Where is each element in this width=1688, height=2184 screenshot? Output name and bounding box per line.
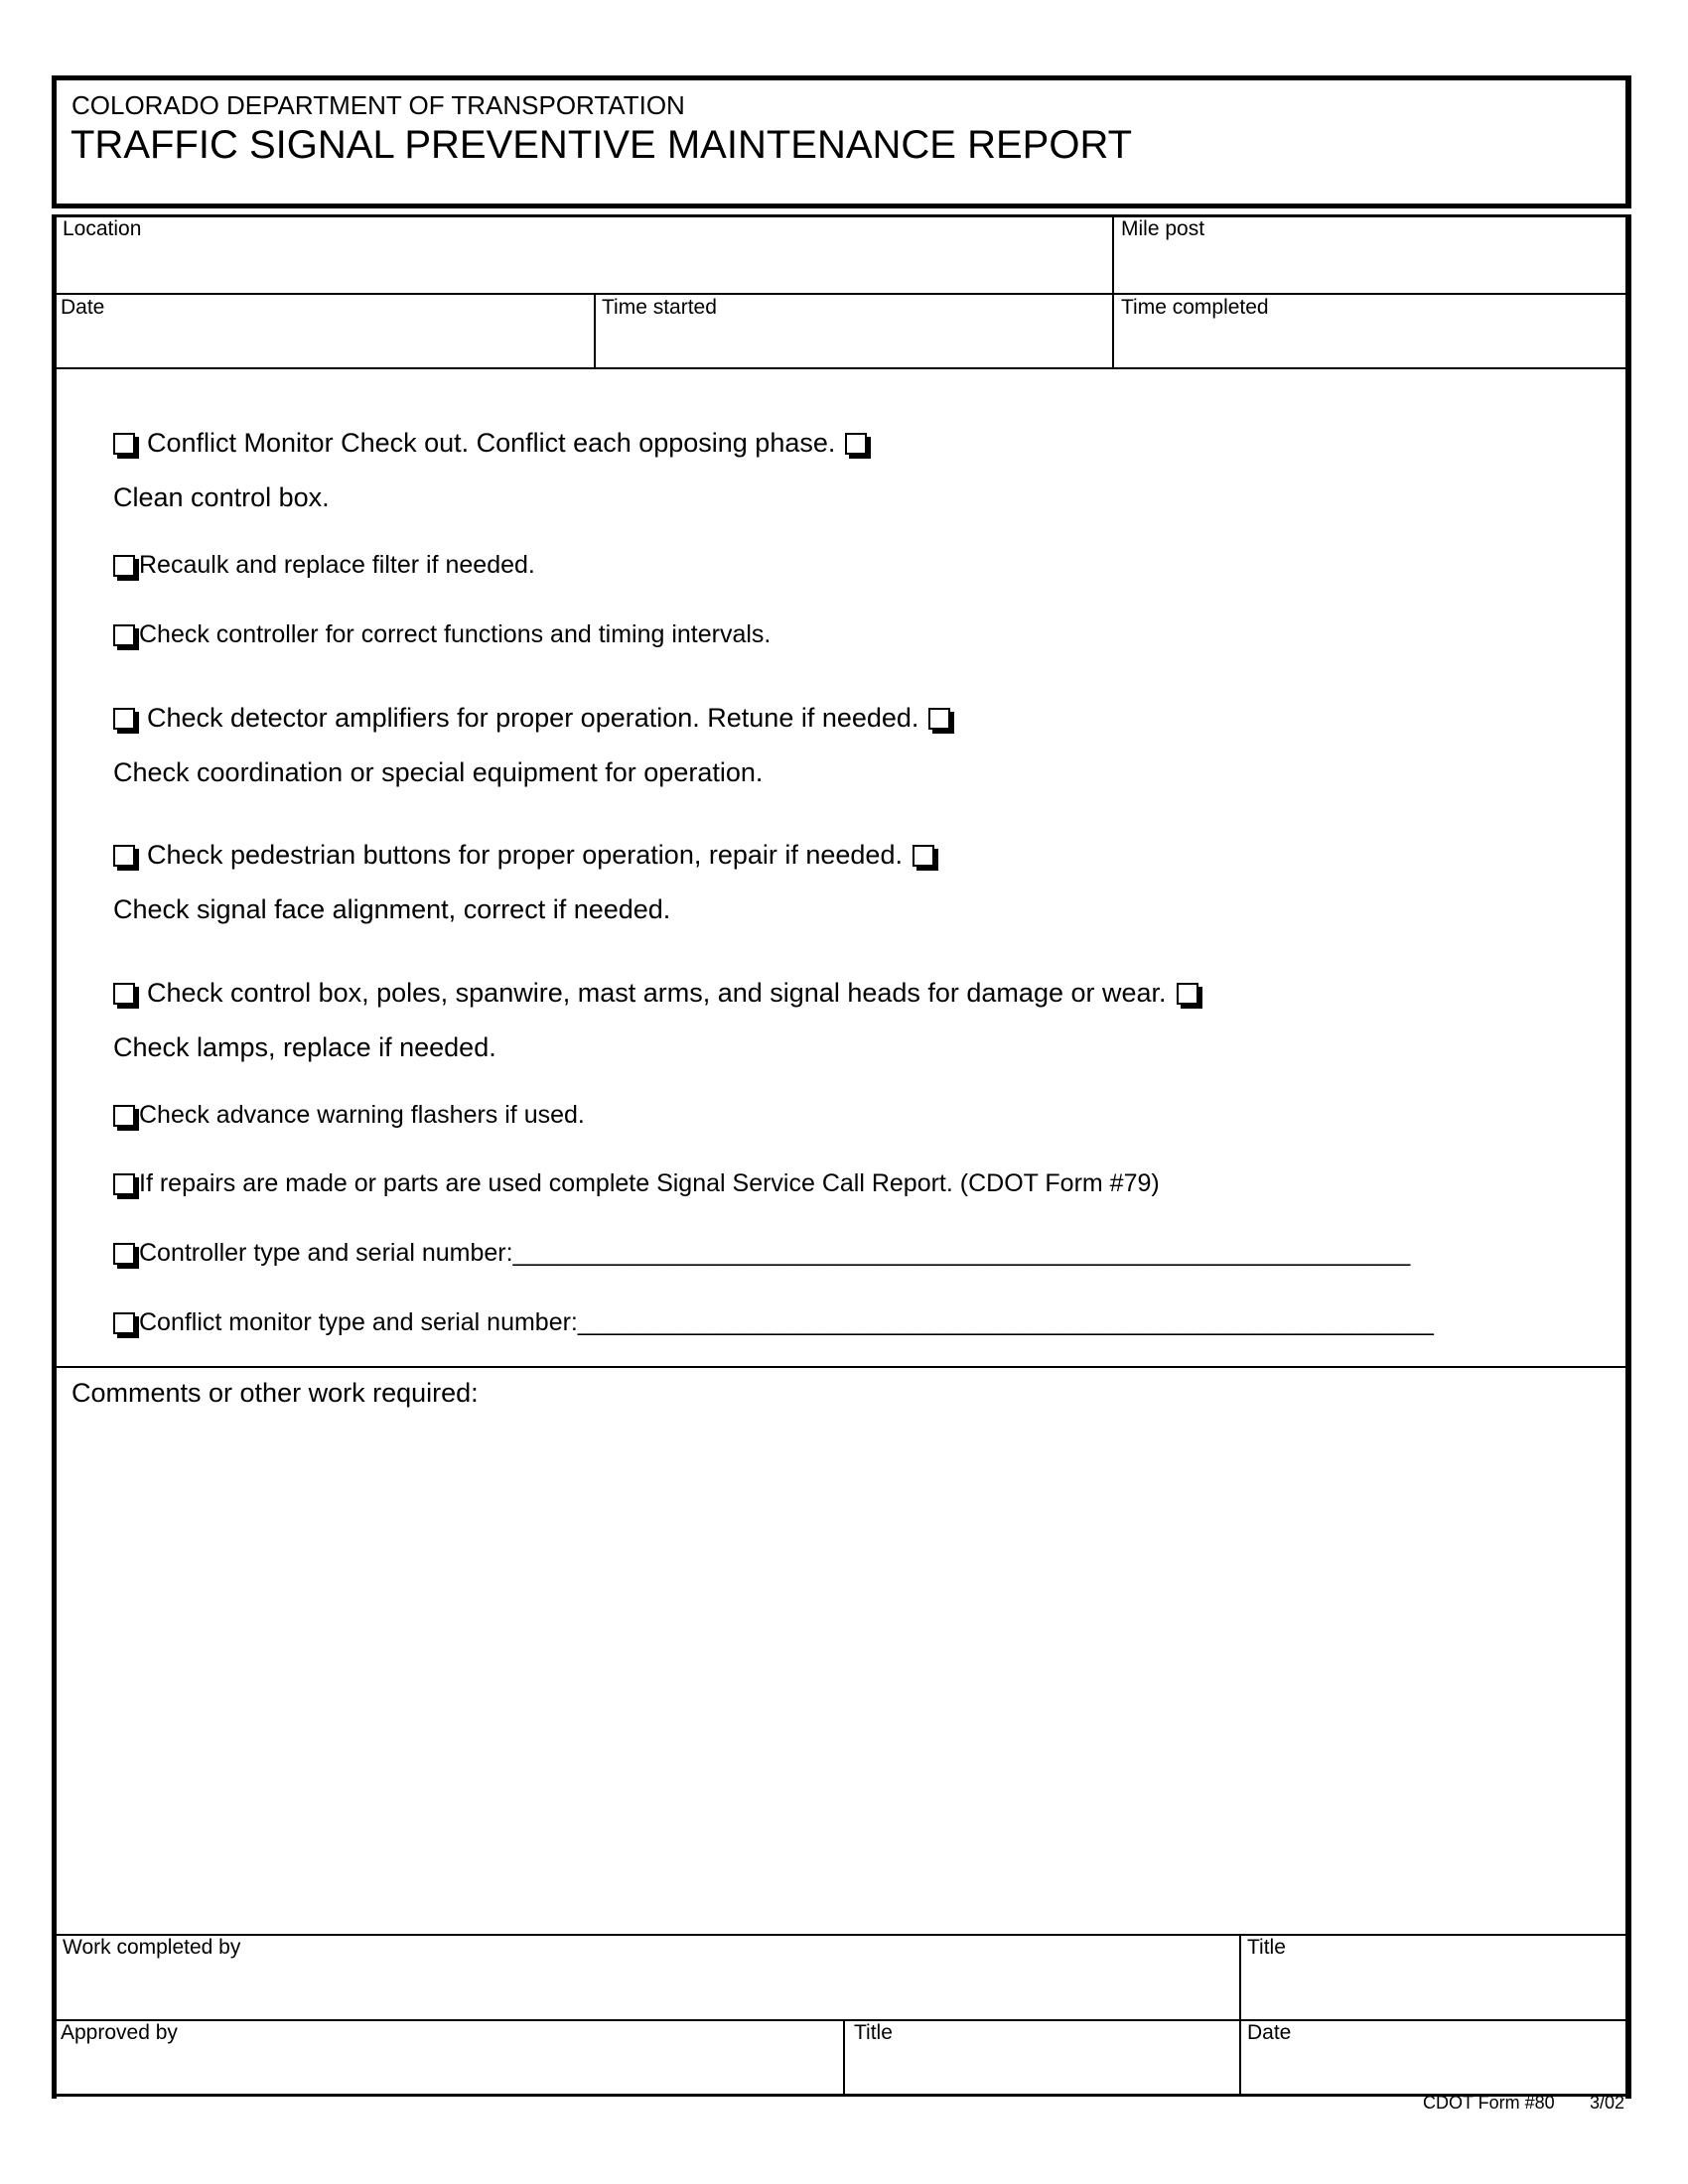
form-revision: 3/02	[1590, 2093, 1625, 2113]
checklist-item-check-lamps: Check lamps, replace if needed.	[113, 1032, 496, 1062]
work-completed-by-field[interactable]: Work completed by	[63, 1936, 241, 1959]
checkbox-conflict-monitor[interactable]	[113, 433, 135, 455]
checklist-item-pedestrian-buttons	[113, 840, 934, 871]
date-field[interactable]: Date	[61, 296, 105, 319]
checkbox-controller-serial[interactable]	[113, 1243, 135, 1265]
checkbox-check-controller[interactable]	[113, 624, 135, 646]
checkbox-pedestrian-buttons[interactable]	[113, 845, 135, 867]
divider-approved-title	[843, 2020, 845, 2095]
checkbox-clean-control-box[interactable]	[845, 433, 867, 455]
checklist-item-controller-serial	[113, 1239, 1410, 1268]
form-body-bottom-border	[52, 2094, 1631, 2097]
checklist-item-signal-face-alignment: Check signal face alignment, correct if needed.	[113, 894, 671, 924]
divider-date-timestarted	[594, 294, 596, 369]
checkbox-advance-warning[interactable]	[113, 1105, 135, 1127]
time-started-field[interactable]: Time started	[602, 296, 717, 319]
signoff-date-field[interactable]: Date	[1247, 2021, 1292, 2044]
checklist-item-label: Recaulk and replace filter if needed.	[139, 551, 535, 579]
checklist-item-coordination-equipment: Check coordination or special equipment for operation.	[113, 757, 764, 787]
checkbox-control-box-poles[interactable]	[113, 983, 135, 1005]
conflict-monitor-serial-field[interactable]: Conflict monitor type and serial number:______________________________________________________________	[139, 1308, 1434, 1336]
comments-label: Comments or other work required:	[71, 1378, 479, 1408]
checklist-item-control-box-poles	[113, 978, 1198, 1009]
checklist-item-check-controller	[113, 620, 771, 649]
time-completed-field[interactable]: Time completed	[1121, 296, 1269, 319]
comments-area[interactable]	[60, 1420, 1618, 1931]
checkbox-conflict-monitor-serial[interactable]	[113, 1312, 135, 1334]
form-number: CDOT Form #80	[1423, 2093, 1555, 2113]
divider-row2	[57, 367, 1625, 369]
location-field[interactable]: Location	[63, 217, 142, 240]
controller-serial-field[interactable]: Controller type and serial number:_________________________________________________________________	[139, 1239, 1411, 1267]
title-field-2[interactable]: Title	[854, 2021, 893, 2044]
checklist-item-clean-control-box: Clean control box.	[113, 482, 330, 512]
divider-signoff-title-column	[1239, 1935, 1241, 2095]
checklist-item-conflict-monitor	[113, 428, 867, 459]
checkbox-check-lamps[interactable]	[1177, 983, 1198, 1005]
checklist-item-advance-warning	[113, 1101, 585, 1130]
checklist-item-recaulk	[113, 551, 535, 580]
checklist-item-detector-amplifiers	[113, 703, 950, 734]
checklist-item-label: Check controller for correct functions and timing intervals.	[139, 620, 772, 648]
divider-signoff-top	[57, 1934, 1625, 1936]
divider-comments	[57, 1366, 1625, 1368]
mile-post-field[interactable]: Mile post	[1121, 217, 1205, 240]
divider-signoff-middle	[57, 2019, 1625, 2021]
checkbox-repairs[interactable]	[113, 1173, 135, 1195]
checklist-item-label: Check pedestrian buttons for proper operation, repair if needed.	[147, 840, 903, 870]
checkbox-signal-face-alignment[interactable]	[913, 845, 934, 867]
checklist-item-label: If repairs are made or parts are used complete Signal Service Call Report. (CDOT Form #79)	[139, 1169, 1160, 1197]
divider-row1	[57, 293, 1625, 295]
form-title: TRAFFIC SIGNAL PREVENTIVE MAINTENANCE REPORT	[70, 123, 1133, 167]
checklist-item-label: Check detector amplifiers for proper operation. Retune if needed.	[147, 703, 919, 733]
checklist-item-label: Check control box, poles, spanwire, mast arms, and signal heads for damage or wear.	[147, 978, 1167, 1008]
checkbox-recaulk[interactable]	[113, 555, 135, 577]
checkbox-detector-amplifiers[interactable]	[113, 708, 135, 730]
checklist-item-conflict-monitor-serial	[113, 1308, 1434, 1337]
checklist-item-label: Check advance warning flashers if used.	[139, 1101, 585, 1129]
checkbox-coordination-equipment[interactable]	[928, 708, 950, 730]
title-field-1[interactable]: Title	[1247, 1936, 1286, 1959]
agency-name: COLORADO DEPARTMENT OF TRANSPORTATION	[71, 90, 685, 120]
approved-by-field[interactable]: Approved by	[61, 2021, 178, 2044]
checklist-item-repairs	[113, 1169, 1160, 1198]
checklist-item-label: Conflict Monitor Check out. Conflict each opposing phase.	[147, 428, 836, 458]
